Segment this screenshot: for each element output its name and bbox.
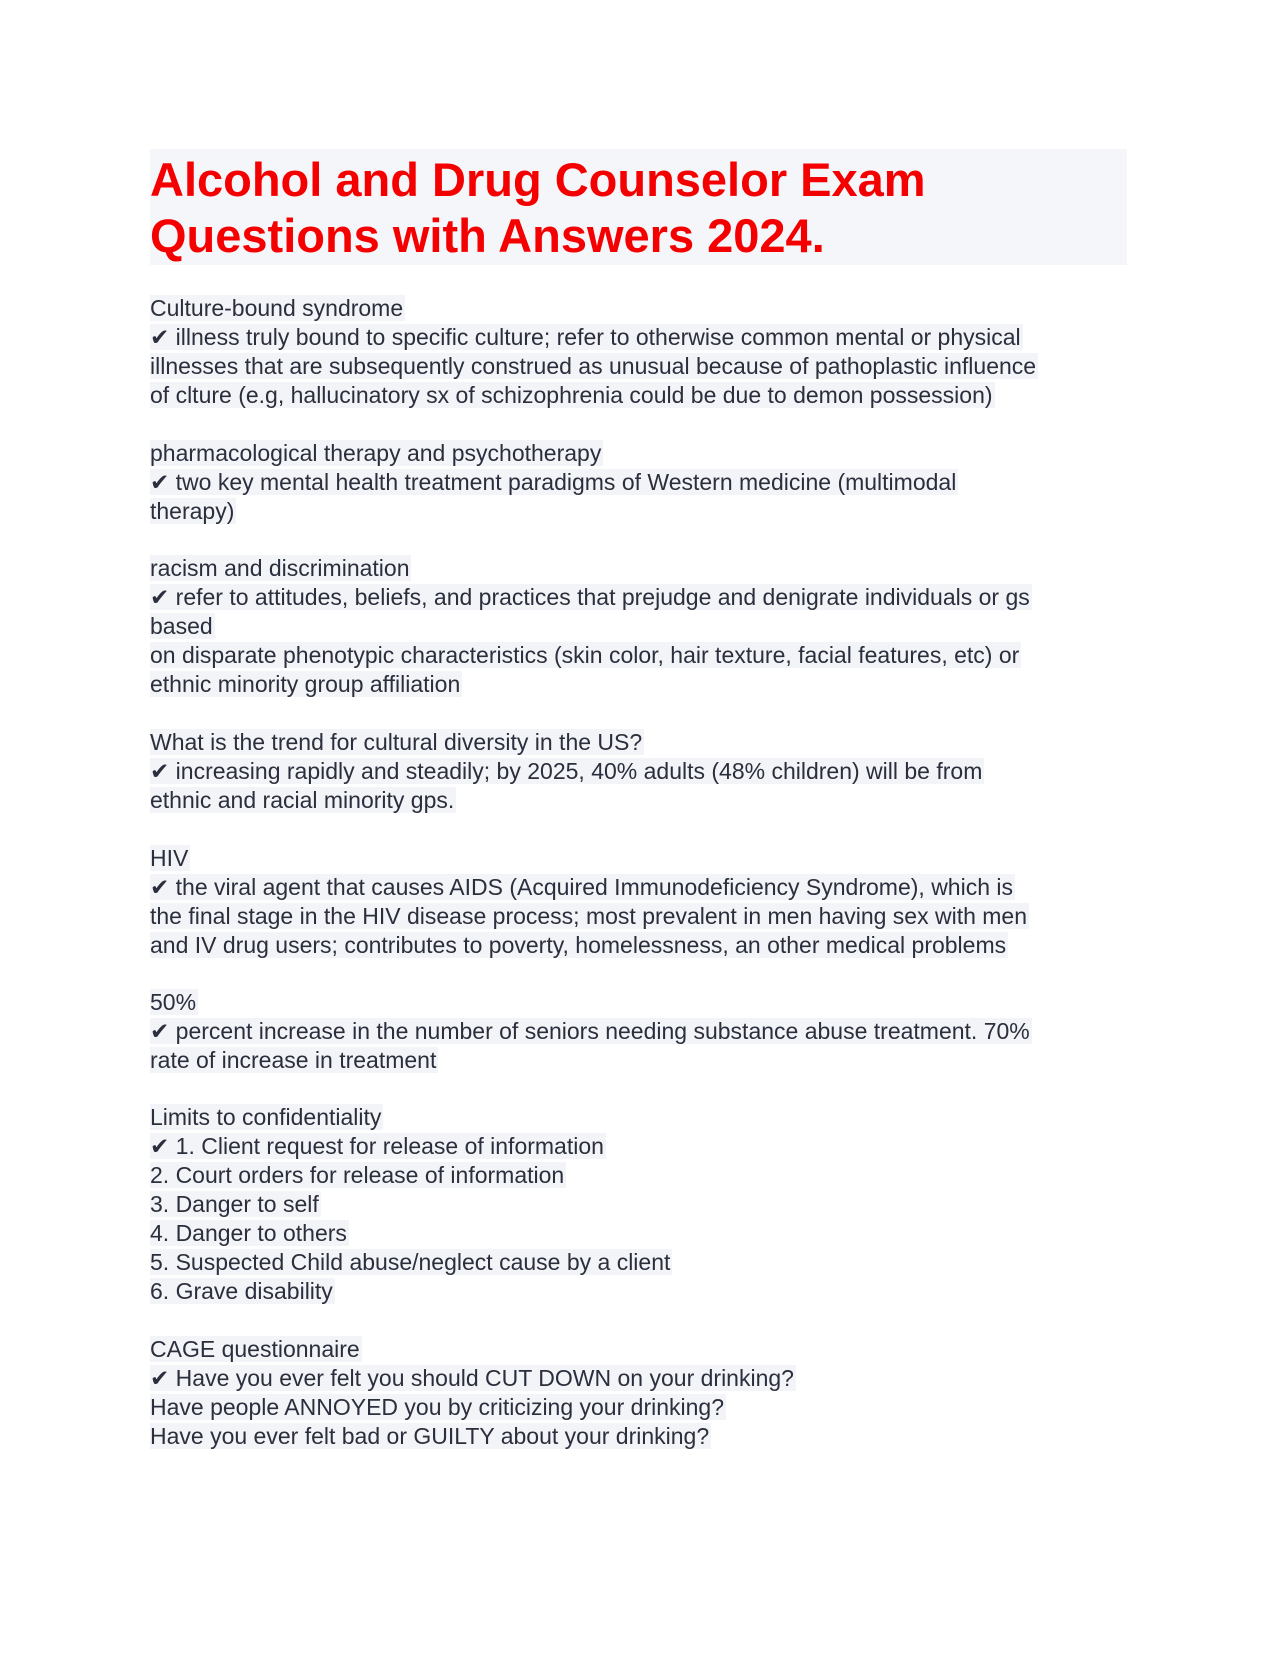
answer-line: and IV drug users; contributes to poverty, homelessness, an other medical problems <box>150 932 1007 958</box>
answer-line: on disparate phenotypic characteristics (skin color, hair texture, facial features, etc) or <box>150 642 1020 668</box>
answer-line: ethnic minority group affiliation <box>150 671 461 697</box>
answer-line: ✔ refer to attitudes, beliefs, and practices that prejudge and denigrate individuals or gs <box>150 584 1030 610</box>
question-term: racism and discrimination <box>150 555 410 581</box>
answer-line: ethnic and racial minority gps. <box>150 787 455 813</box>
answer-line: 4. Danger to others <box>150 1220 347 1246</box>
answer-line: 2. Court orders for release of information <box>150 1162 565 1188</box>
answer-line: illnesses that are subsequently construed as unusual because of pathoplastic influence <box>150 353 1037 379</box>
question-term: CAGE questionnaire <box>150 1336 360 1362</box>
answer-line: ✔ Have you ever felt you should CUT DOWN on your drinking? <box>150 1365 794 1391</box>
document-title-line-2: Questions with Answers 2024. <box>150 209 825 262</box>
question-term: pharmacological therapy and psychotherapy <box>150 440 602 466</box>
answer-line: ✔ illness truly bound to specific culture; refer to otherwise common mental or physical <box>150 324 1021 350</box>
title-block <box>150 149 1127 265</box>
document-title-line-1: Alcohol and Drug Counselor Exam <box>150 153 926 206</box>
answer-line: ✔ 1. Client request for release of information <box>150 1133 604 1159</box>
question-term: HIV <box>150 845 189 871</box>
answer-line: of clture (e.g, hallucinatory sx of schizophrenia could be due to demon possession) <box>150 382 993 408</box>
answer-line: therapy) <box>150 498 235 524</box>
question-term: Limits to confidentiality <box>150 1104 382 1130</box>
answer-line: rate of increase in treatment <box>150 1047 437 1073</box>
answer-line: 5. Suspected Child abuse/neglect cause by a client <box>150 1249 671 1275</box>
answer-line: ✔ the viral agent that causes AIDS (Acquired Immunodeficiency Syndrome), which is <box>150 874 1013 900</box>
answer-line: 6. Grave disability <box>150 1278 333 1304</box>
question-term: What is the trend for cultural diversity in the US? <box>150 729 643 755</box>
answer-line: ✔ percent increase in the number of seniors needing substance abuse treatment. 70% <box>150 1018 1030 1044</box>
answer-line: 3. Danger to self <box>150 1191 319 1217</box>
question-term: Culture-bound syndrome <box>150 295 404 321</box>
answer-line: the final stage in the HIV disease process; most prevalent in men having sex with men <box>150 903 1028 929</box>
answer-line: Have people ANNOYED you by criticizing your drinking? <box>150 1394 724 1420</box>
answer-line: Have you ever felt bad or GUILTY about your drinking? <box>150 1423 710 1449</box>
answer-line: ✔ two key mental health treatment paradigms of Western medicine (multimodal <box>150 469 957 495</box>
question-term: 50% <box>150 989 197 1015</box>
answer-line: based <box>150 613 213 639</box>
answer-line: ✔ increasing rapidly and steadily; by 2025, 40% adults (48% children) will be from <box>150 758 983 784</box>
